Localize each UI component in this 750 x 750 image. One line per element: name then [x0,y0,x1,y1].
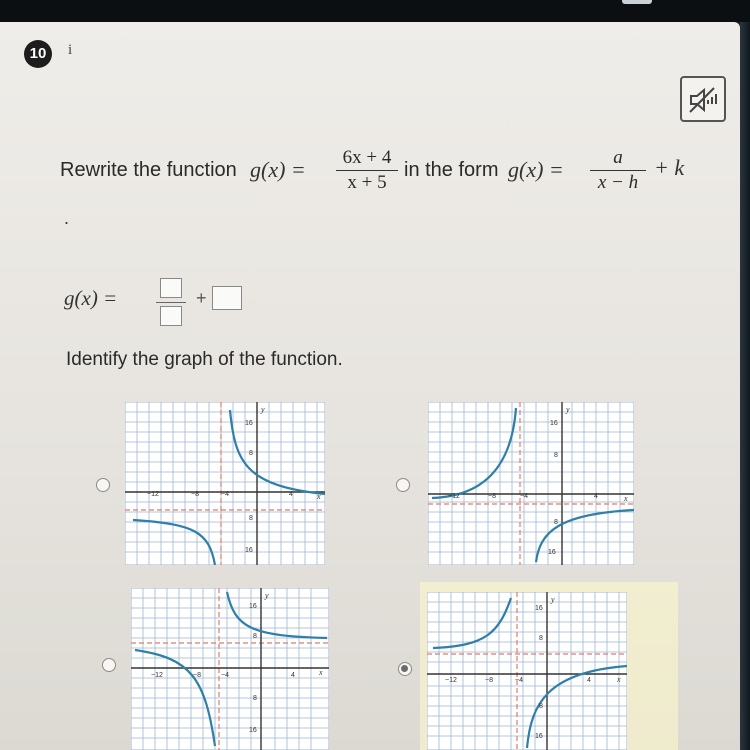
menu-indicator[interactable] [622,0,652,4]
graph-b-tick-xn4: −4 [520,493,528,500]
graph-a-tick-y16: 16 [245,420,253,427]
radio-option-a[interactable] [96,478,110,492]
answer-denominator-input[interactable] [160,306,182,326]
graph-a-grid [125,402,325,565]
graph-d-svg [427,592,627,750]
graph-d-tick-yn8: 8 [539,703,543,710]
answer-label: g(x) = [64,286,118,310]
graph-option-d[interactable] [427,592,627,750]
graph-a-svg [125,402,325,565]
graph-c-curve-right [227,592,327,638]
function-g-label: g(x) = [250,157,306,182]
graph-b-tick-xn12: −12 [448,493,460,500]
graph-b-x-label: x [624,494,628,503]
answer-plus: + [196,288,207,308]
graph-a-curve-left [133,520,215,565]
graph-b-tick-y8: 8 [554,452,558,459]
graph-b-tick-y16: 16 [550,420,558,427]
graph-c-tick-xn12: −12 [151,672,163,679]
question-prompt [60,147,700,207]
form-plus-k: + k [654,155,685,180]
given-numerator: 6x + 4 [342,147,392,168]
graph-a-x-label: x [317,492,321,501]
graph-c-tick-xn8: −8 [193,672,201,679]
graph-d-tick-xn4: −4 [515,677,523,684]
answer-numerator-input[interactable] [160,278,182,298]
info-icon[interactable]: i [68,42,73,58]
graph-a-tick-xn12: −12 [147,491,159,498]
graph-c-svg [131,588,329,750]
graph-c-tick-y8: 8 [253,633,257,640]
graph-option-b[interactable] [428,402,634,565]
graph-a-tick-xn8: −8 [191,491,199,498]
graph-b-tick-yn8: 8 [554,519,558,526]
trailing-period: . [64,208,70,228]
prompt-lead: Rewrite the function [60,159,237,181]
graph-c-tick-y16: 16 [249,603,257,610]
graph-b-y-label: y [566,405,570,414]
graph-c-x-label: x [319,668,323,677]
graph-c-y-label: y [265,591,269,600]
question-number-badge: 10 [24,40,52,68]
graph-b-svg [428,402,634,565]
graph-a-tick-y8: 8 [249,450,253,457]
graph-a-y-label: y [261,405,265,414]
form-denominator: x − h [597,172,639,193]
graph-option-c[interactable] [131,588,329,750]
graph-b-tick-yn16: 16 [548,549,556,556]
radio-option-b[interactable] [396,478,410,492]
radio-option-c[interactable] [102,658,116,672]
graph-d-tick-yn16: 16 [535,733,543,740]
audio-toggle-button[interactable] [680,76,726,122]
screen-edge [740,22,750,750]
device-top-bar [0,0,750,22]
speaker-muted-icon [688,86,720,114]
graph-d-x-label: x [617,675,621,684]
graph-d-y-label: y [551,595,555,604]
graph-b-tick-x4: 4 [594,493,598,500]
graph-c-tick-yn8: 8 [253,695,257,702]
graph-b-curve-left [432,408,516,498]
answer-row [64,278,284,328]
graph-a-tick-yn16: 16 [245,547,253,554]
graph-option-a[interactable] [125,402,325,565]
graph-b-tick-xn8: −8 [488,493,496,500]
prompt-mid: in the form [404,159,499,181]
answer-fraction-bar [156,302,186,303]
given-denominator: x + 5 [347,172,387,193]
graph-c-tick-xn4: −4 [221,672,229,679]
graph-d-tick-xn8: −8 [485,677,493,684]
given-fraction [336,147,398,194]
radio-option-d[interactable] [398,662,412,676]
graph-a-tick-xn4: −4 [221,491,229,498]
graph-c-tick-x4: 4 [291,672,295,679]
graph-d-tick-y16: 16 [535,605,543,612]
graph-a-tick-yn8: 8 [249,515,253,522]
form-numerator: a [613,147,623,168]
graph-d-tick-y8: 8 [539,635,543,642]
graph-d-tick-x4: 4 [587,677,591,684]
graph-a-tick-x4: 4 [289,491,293,498]
form-fraction [590,147,646,194]
graph-d-tick-xn12: −12 [445,677,457,684]
graph-c-tick-yn16: 16 [249,727,257,734]
answer-constant-input[interactable] [212,286,242,310]
function-g-label-2: g(x) = [508,157,564,182]
identify-instruction: Identify the graph of the function. [66,349,343,370]
